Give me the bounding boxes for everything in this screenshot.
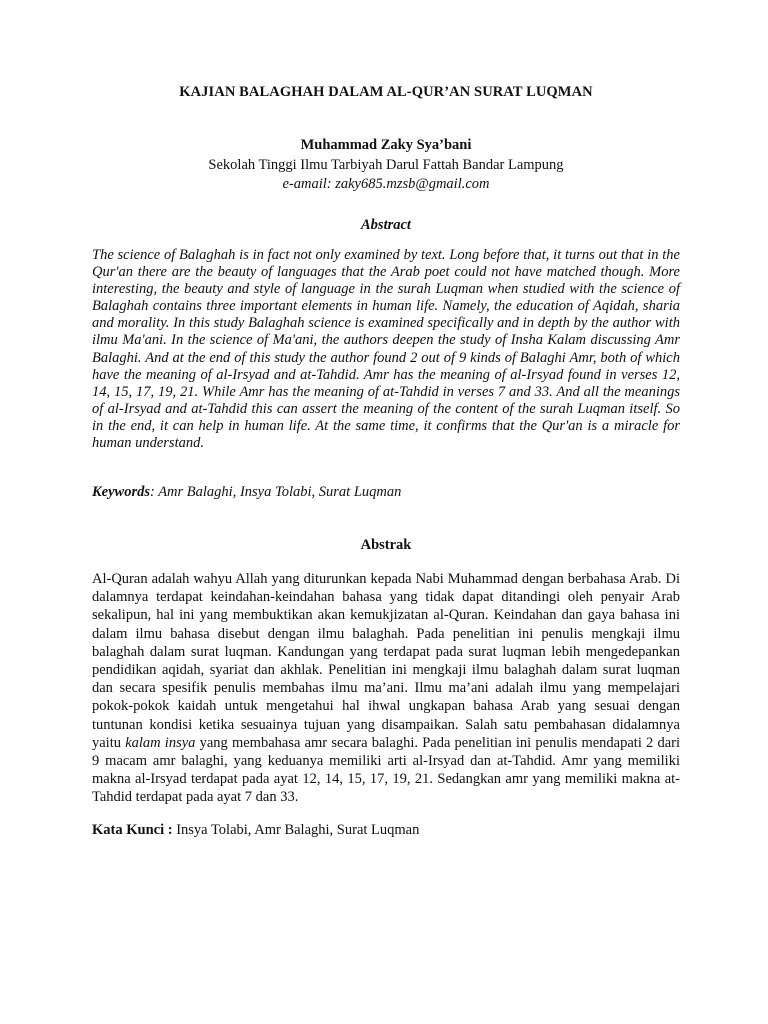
keywords-line <box>92 484 680 501</box>
abstrak-heading: Abstrak <box>360 537 412 553</box>
keywords-value: : Amr Balaghi, Insya Tolabi, Surat Luqman <box>150 484 402 500</box>
abstrak-body <box>92 570 680 807</box>
kata-kunci-label: Kata Kunci : <box>92 822 173 838</box>
author-email: e-amail: zaky685.mzsb@gmail.com <box>282 176 490 192</box>
paper-title: KAJIAN BALAGHAH DALAM AL-QUR’AN SURAT LUQMAN <box>179 84 593 100</box>
abstrak-body-italic: kalam insya <box>125 734 196 751</box>
keywords-label: Keywords <box>92 484 150 500</box>
abstrak-body-part2: yang membahasa amr secara balaghi. Pada penelitian ini penulis mendapati 2 dari 9 macam amr balaghi, yang keduanya memiliki arti al-Irsyad dan at-Tahdid. Amr yang memiliki makna al-Irsyad terdapat pada ayat 12, 14, 15, 17, 19, 21. Sedangkan amr yang memiliki makna at-Tahdid terdapat pada ayat 7 dan 33. <box>92 734 681 806</box>
abstrak-body-part1: Al-Quran adalah wahyu Allah yang diturunkan kepada Nabi Muhammad dengan berbahasa Arab. Di dalamnya terdapat keindahan-keindahan bahasa yang tidak dapat ditandingi oleh penyair Arab sekalipun, hal ini yang membuktikan akan kemukjizatan al-Quran. Keindahan dan gaya bahasa ini dalam ilmu bahasa disebut dengan ilmu balaghah. Pada penelitian ini penulis mengkaji ilmu balaghah dalam surat luqman. Kandungan yang terdapat pada surat luqman lebih mengedepankan pendidikan aqidah, syariat dan akhlak. Penelitian ini mengkaji ilmu balaghah dalam surat luqman dan secara spesifik penulis membahas ilmu ma’ani. Ilmu ma’ani adalah ilmu yang mempelajari pokok-pokok kaidah untuk mengetahui hal ihwal ungkapan bahasa Arab yang sesuai dengan tuntunan kondisi ketika sesuainya tujuan yang disampaikan. Salah satu pembahasan didalamnya yaitu <box>92 571 680 751</box>
abstract-body: The science of Balaghah is in fact not only examined by text. Long before that, it turns out that in the Qur'an there are the beauty of languages that the Arab poet could not have matched though. More interesting, the beauty and style of language in the surah Luqman when studied with the science of Balaghah contains three important elements in human life. Namely, the education of Aqidah, sharia and morality. In this study Balaghah science is examined specifically and in depth by the author with ilmu Ma'ani. In the science of Ma'ani, the authors deepen the study of Insha Kalam discussing Amr Balaghi. And at the end of this study the author found 2 out of 9 kinds of Balaghi Amr, both of which have the meaning of al-Irsyad and at-Tahdid. Amr has the meaning of al-Irsyad found in verses 12, 14, 15, 17, 19, 21. While Amr has the meaning of at-Tahdid in verses 7 and 33. And all the meanings of al-Irsyad and at-Tahdid this can assert the meaning of the content of the surah Luqman itself. So in the end, it can help in human life. At the same time, it confirms that the Qur'an is a miracle for human understand. <box>92 247 680 452</box>
author-affiliation: Sekolah Tinggi Ilmu Tarbiyah Darul Fattah Bandar Lampung <box>208 157 564 173</box>
kata-kunci-value: Insya Tolabi, Amr Balaghi, Surat Luqman <box>172 822 420 838</box>
abstract-heading: Abstract <box>361 217 411 233</box>
kata-kunci-line <box>92 822 680 839</box>
author-name: Muhammad Zaky Sya’bani <box>300 137 472 153</box>
